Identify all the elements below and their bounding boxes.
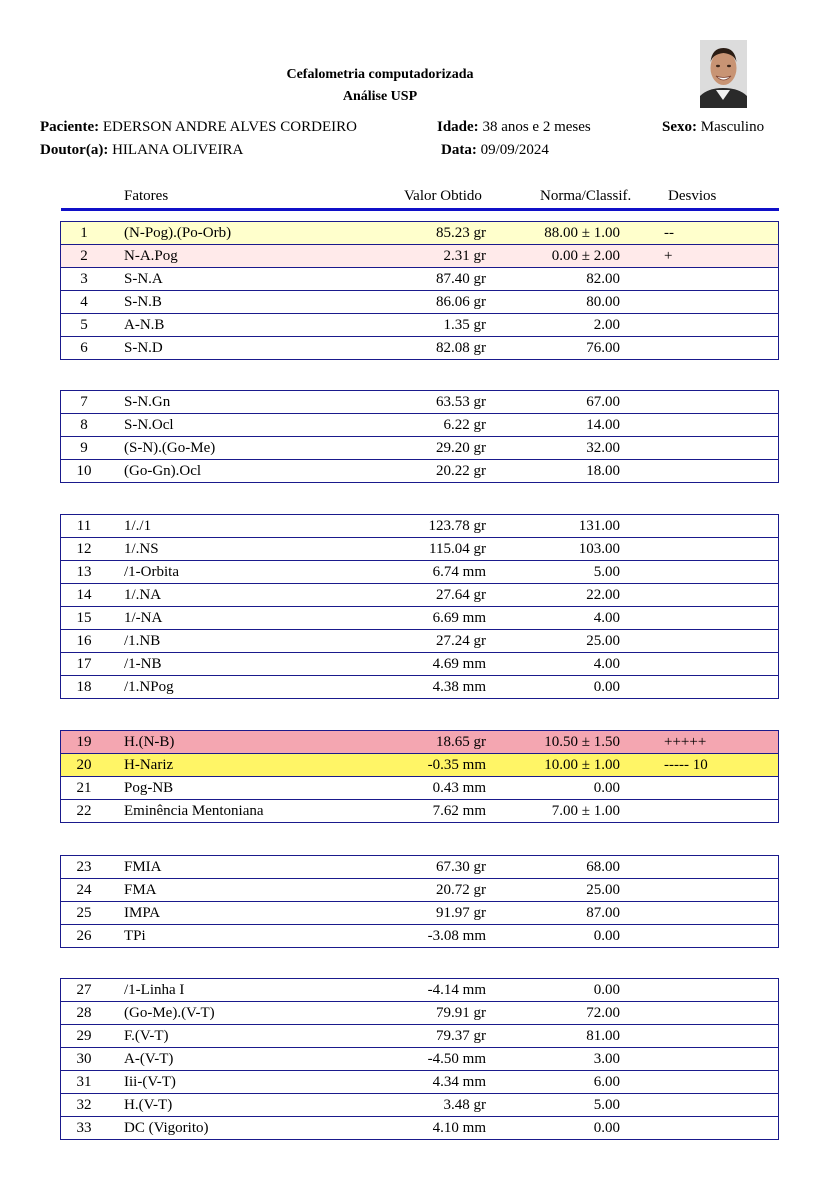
row-number: 17 [76, 656, 92, 672]
table-row [60, 460, 779, 483]
obtained-value: 18.65 gr [436, 734, 486, 750]
norm-value: 32.00 [586, 440, 620, 456]
norm-value: 131.00 [578, 518, 620, 534]
factor-name: N-A.Pog [124, 248, 178, 264]
norm-value: 5.00 [593, 564, 620, 580]
obtained-value: 86.06 gr [436, 294, 486, 310]
table-row [60, 731, 779, 754]
factor-name: /1-Orbita [124, 564, 179, 580]
row-number: 12 [76, 541, 92, 557]
obtained-value: 87.40 gr [436, 271, 486, 287]
factor-name: F.(V-T) [124, 1028, 169, 1044]
norm-value: 4.00 [593, 610, 620, 626]
obtained-value: 4.69 mm [432, 656, 486, 672]
norm-value: 4.00 [593, 656, 620, 672]
row-number: 30 [76, 1051, 92, 1067]
row-number: 20 [76, 757, 92, 773]
factor-group [60, 730, 779, 823]
norm-value: 0.00 [593, 928, 620, 944]
doctor-field [40, 142, 243, 159]
row-number: 14 [76, 587, 92, 603]
table-row [60, 314, 779, 337]
table-row [60, 437, 779, 460]
factor-name: FMIA [124, 859, 162, 875]
table-row [60, 1094, 779, 1117]
factor-name: H-Nariz [124, 757, 174, 773]
row-number: 11 [76, 518, 92, 534]
obtained-value: 6.69 mm [432, 610, 486, 626]
table-row [60, 1048, 779, 1071]
table-row [60, 538, 779, 561]
norm-value: 2.00 [593, 317, 620, 333]
report-title: Cefalometria computadorizada [286, 67, 474, 82]
factor-name: A-N.B [124, 317, 165, 333]
factor-name: /1.NB [124, 633, 161, 649]
obtained-value: -3.08 mm [427, 928, 486, 944]
obtained-value: 63.53 gr [436, 394, 486, 410]
factor-name: Eminência Mentoniana [124, 803, 264, 819]
row-number: 6 [80, 340, 88, 356]
deviation-value: -- [664, 225, 674, 241]
patient-photo-image [700, 40, 747, 108]
row-number: 26 [76, 928, 92, 944]
row-number: 32 [76, 1097, 92, 1113]
row-number: 28 [76, 1005, 92, 1021]
table-row [60, 979, 779, 1002]
obtained-value: 4.38 mm [432, 679, 486, 695]
table-row [60, 800, 779, 823]
factor-name: H.(V-T) [124, 1097, 173, 1113]
deviation-value: +++++ [664, 734, 707, 750]
column-header-deviation: Desvios [668, 188, 717, 204]
table-row [60, 856, 779, 879]
patient-sex-field [662, 119, 764, 136]
row-number: 29 [76, 1028, 92, 1044]
doctor-name: HILANA OLIVEIRA [112, 142, 244, 158]
table-row [60, 391, 779, 414]
factor-name: (N-Pog).(Po-Orb) [124, 225, 232, 241]
header-divider [61, 208, 779, 211]
row-number: 1 [80, 225, 88, 241]
row-number: 23 [76, 859, 92, 875]
table-row [60, 653, 779, 676]
norm-value: 0.00 ± 2.00 [551, 248, 620, 264]
column-header-value: Valor Obtido [404, 188, 482, 204]
norm-value: 67.00 [586, 394, 620, 410]
patient-sex: Masculino [700, 119, 765, 135]
table-row [60, 414, 779, 437]
factor-name: S-N.B [124, 294, 162, 310]
norm-value: 87.00 [586, 905, 620, 921]
factor-group [60, 978, 779, 1140]
factor-name: (Go-Me).(V-T) [124, 1005, 215, 1021]
column-header-factors: Fatores [124, 188, 169, 204]
factor-name: DC (Vigorito) [124, 1120, 209, 1136]
patient-name-field [40, 119, 357, 136]
factor-name: (S-N).(Go-Me) [124, 440, 216, 456]
row-number: 27 [76, 982, 92, 998]
norm-value: 3.00 [593, 1051, 620, 1067]
row-number: 3 [80, 271, 88, 287]
deviation-value: ----- 10 [664, 757, 708, 773]
table-row [60, 1071, 779, 1094]
obtained-value: -4.14 mm [427, 982, 486, 998]
obtained-value: 91.97 gr [436, 905, 486, 921]
patient-name-label: Paciente: [40, 119, 100, 135]
row-number: 8 [80, 417, 88, 433]
row-number: 15 [76, 610, 92, 626]
factor-name: /1-Linha I [124, 982, 185, 998]
row-number: 22 [76, 803, 92, 819]
table-row [60, 1025, 779, 1048]
obtained-value: 20.72 gr [436, 882, 486, 898]
table-row [60, 754, 779, 777]
patient-age: 38 anos e 2 meses [482, 119, 591, 135]
row-number: 16 [76, 633, 92, 649]
date-label: Data: [441, 142, 477, 158]
date-field [441, 142, 549, 159]
obtained-value: 3.48 gr [443, 1097, 486, 1113]
norm-value: 25.00 [586, 882, 620, 898]
factor-name: A-(V-T) [124, 1051, 174, 1067]
table-row [60, 268, 779, 291]
norm-value: 10.00 ± 1.00 [544, 757, 620, 773]
obtained-value: 0.43 mm [432, 780, 486, 796]
table-row [60, 222, 779, 245]
factor-name: FMA [124, 882, 157, 898]
table-row [60, 902, 779, 925]
factor-name: 1/.NA [124, 587, 162, 603]
patient-age-field [437, 119, 591, 136]
norm-value: 72.00 [586, 1005, 620, 1021]
row-number: 18 [76, 679, 92, 695]
report-date: 09/09/2024 [480, 142, 549, 158]
norm-value: 14.00 [586, 417, 620, 433]
obtained-value: -4.50 mm [427, 1051, 486, 1067]
row-number: 7 [80, 394, 88, 410]
obtained-value: 79.37 gr [436, 1028, 486, 1044]
factor-name: TPi [124, 928, 146, 944]
norm-value: 10.50 ± 1.50 [544, 734, 620, 750]
patient-age-label: Idade: [437, 119, 479, 135]
table-row [60, 245, 779, 268]
norm-value: 88.00 ± 1.00 [544, 225, 620, 241]
norm-value: 68.00 [586, 859, 620, 875]
factor-group [60, 855, 779, 948]
patient-sex-label: Sexo: [662, 119, 697, 135]
factor-group [60, 390, 779, 483]
factor-name: /1-NB [124, 656, 162, 672]
row-number: 4 [80, 294, 88, 310]
factor-name: Pog-NB [124, 780, 174, 796]
row-number: 33 [76, 1120, 92, 1136]
norm-value: 18.00 [586, 463, 620, 479]
factor-group [60, 514, 779, 699]
row-number: 2 [80, 248, 88, 264]
row-number: 19 [76, 734, 92, 750]
deviation-value: + [664, 248, 673, 264]
row-number: 10 [76, 463, 92, 479]
table-row [60, 879, 779, 902]
factor-name: S-N.Ocl [124, 417, 174, 433]
norm-value: 80.00 [586, 294, 620, 310]
obtained-value: -0.35 mm [427, 757, 486, 773]
norm-value: 6.00 [593, 1074, 620, 1090]
obtained-value: 6.74 mm [432, 564, 486, 580]
table-row [60, 1002, 779, 1025]
table-row [60, 291, 779, 314]
row-number: 9 [80, 440, 88, 456]
factor-name: 1/-NA [124, 610, 163, 626]
norm-value: 25.00 [586, 633, 620, 649]
norm-value: 0.00 [593, 679, 620, 695]
table-row [60, 515, 779, 538]
factor-name: Iii-(V-T) [124, 1074, 176, 1090]
row-number: 24 [76, 882, 92, 898]
table-row [60, 1117, 779, 1140]
factor-name: /1.NPog [124, 679, 174, 695]
norm-value: 7.00 ± 1.00 [551, 803, 620, 819]
report-subtitle: Análise USP [342, 89, 418, 104]
table-row [60, 561, 779, 584]
report-title-block [0, 64, 760, 108]
norm-value: 82.00 [586, 271, 620, 287]
obtained-value: 27.24 gr [436, 633, 486, 649]
obtained-value: 85.23 gr [436, 225, 486, 241]
obtained-value: 67.30 gr [436, 859, 486, 875]
obtained-value: 4.34 mm [432, 1074, 486, 1090]
obtained-value: 20.22 gr [436, 463, 486, 479]
factor-name: 1/.NS [124, 541, 159, 557]
factor-group [60, 221, 779, 360]
obtained-value: 82.08 gr [436, 340, 486, 356]
row-number: 31 [76, 1074, 92, 1090]
factor-name: H.(N-B) [124, 734, 175, 750]
norm-value: 103.00 [578, 541, 620, 557]
factor-name: S-N.D [124, 340, 163, 356]
norm-value: 5.00 [593, 1097, 620, 1113]
factor-name: S-N.A [124, 271, 163, 287]
obtained-value: 123.78 gr [428, 518, 486, 534]
column-header-norm: Norma/Classif. [540, 188, 632, 204]
row-number: 25 [76, 905, 92, 921]
obtained-value: 27.64 gr [436, 587, 486, 603]
factor-name: 1/./1 [124, 518, 152, 534]
row-number: 21 [76, 780, 92, 796]
table-row [60, 584, 779, 607]
row-number: 5 [80, 317, 88, 333]
factor-name: S-N.Gn [124, 394, 171, 410]
table-row [60, 676, 779, 699]
patient-name: EDERSON ANDRE ALVES CORDEIRO [102, 119, 357, 135]
obtained-value: 2.31 gr [443, 248, 486, 264]
obtained-value: 4.10 mm [432, 1120, 486, 1136]
table-row [60, 777, 779, 800]
factor-name: IMPA [124, 905, 161, 921]
table-row [60, 630, 779, 653]
table-row [60, 925, 779, 948]
table-row [60, 337, 779, 360]
table-row [60, 607, 779, 630]
obtained-value: 29.20 gr [436, 440, 486, 456]
norm-value: 22.00 [586, 587, 620, 603]
norm-value: 81.00 [586, 1028, 620, 1044]
obtained-value: 7.62 mm [432, 803, 486, 819]
obtained-value: 79.91 gr [436, 1005, 486, 1021]
factor-name: (Go-Gn).Ocl [124, 463, 202, 479]
obtained-value: 1.35 gr [443, 317, 486, 333]
doctor-label: Doutor(a): [40, 142, 109, 158]
row-number: 13 [76, 564, 92, 580]
patient-photo [700, 40, 747, 108]
norm-value: 0.00 [593, 982, 620, 998]
norm-value: 0.00 [593, 780, 620, 796]
obtained-value: 115.04 gr [429, 541, 486, 557]
norm-value: 76.00 [586, 340, 620, 356]
obtained-value: 6.22 gr [443, 417, 486, 433]
norm-value: 0.00 [593, 1120, 620, 1136]
